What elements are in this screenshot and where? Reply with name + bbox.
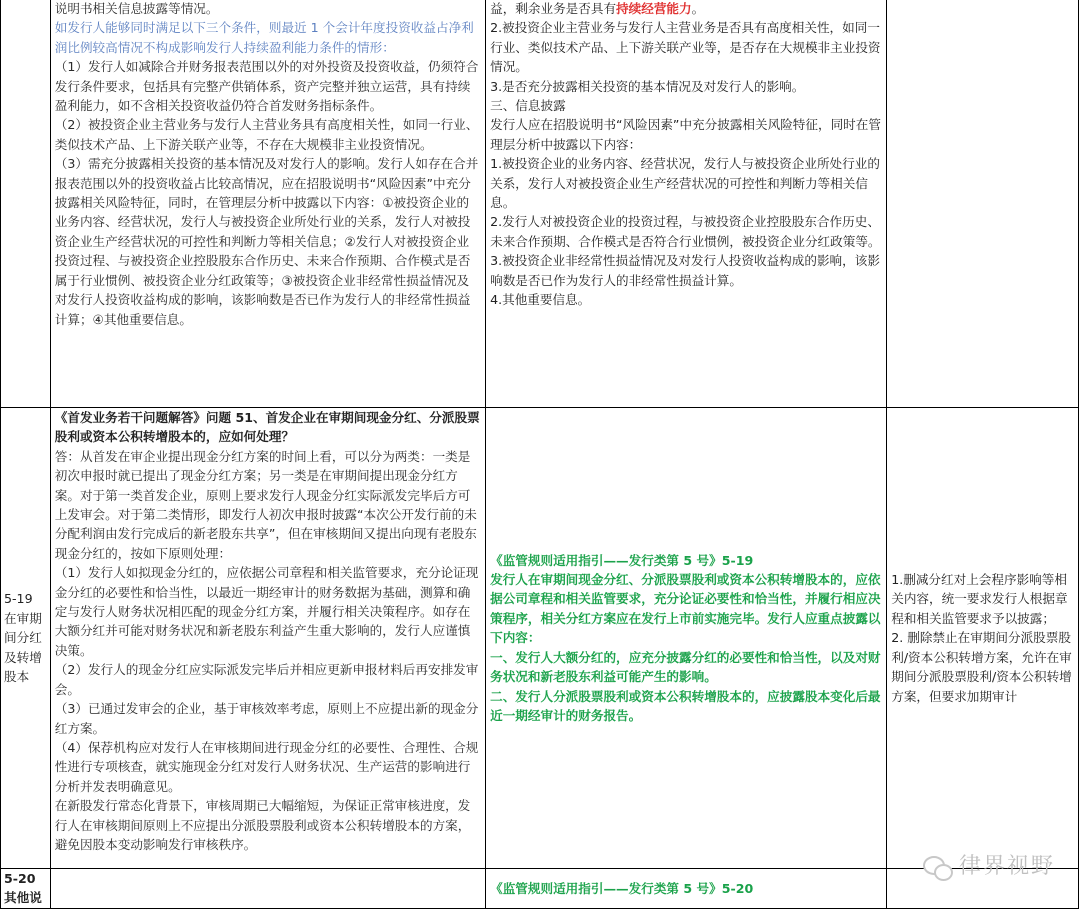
paragraph: 《监管规则适用指引——发行类第 5 号》5-19 bbox=[490, 552, 754, 568]
paragraph: （4）保荐机构应对发行人在审核期间进行现金分红的必要性、合理性、合规性进行专项核查，就实施现金分红对发行人财务状况、生产运营的影响进行分析并发表明确意见。 bbox=[54, 739, 479, 794]
wechat-icon bbox=[923, 855, 953, 879]
paragraph: （3）已通过发审会的企业，基于审核效率考虑，原则上不应提出新的现金分红方案。 bbox=[54, 701, 479, 736]
paragraph: （3）需充分披露相关投资的基本情况及对发行人的影响。发行人如存在合并报表范围以外的投资收益占比较高情况，应在招股说明书“风险因素”中充分披露相关风险特征，同时，在管理层分析中披露以下内容：①被投资企业的业务内容、经营状况，发行人与被投资企业所处行业的关系，发行人对被投资企业生产经营状况的可控性和判断力等相关信息；②发行人对被投资企业投资过程、与被投资企业控股股东合作历史、未来合作预期、合作模式是否属于行业惯例、被投资企业分红政策等；③被投资企业非经常性损益情况及对发行人投资收益构成的影响，该影响数是否已作为发行人的非经常性损益计算；④其他重要信息。 bbox=[54, 156, 479, 327]
paragraph: 1.删减分红对上会程序影响等相关内容，统一要求发行人根据章程和相关监管要求予以披露； bbox=[891, 572, 1068, 626]
old-rule-cell bbox=[50, 408, 485, 869]
old-rule-cell bbox=[50, 869, 485, 909]
row-label: 其他说 bbox=[4, 890, 42, 906]
paragraph: 如发行人能够同时满足以下三个条件，则最近 1 个会计年度投资收益占净利润比例较高情况不构成影响发行人持续盈利能力条件的情形： bbox=[54, 20, 474, 55]
paragraph: （1）发行人如减除合并财务报表范围以外的对外投资及投资收益，仍须符合发行条件要求，包括具有完整产供销体系，资产完整并独立运营，具有持续盈利能力，如不含相关投资收益仍符合首发财务指标条件。 bbox=[54, 59, 479, 114]
paragraph: （2）发行人的现金分红应实际派发完毕后并相应更新申报材料后再安排发审会。 bbox=[54, 662, 479, 697]
paragraph: 发行人应在招股说明书“风险因素”中充分披露相关风险特征，同时在管理层分析中披露以下内容： bbox=[490, 117, 881, 152]
watermark bbox=[923, 855, 1055, 879]
paragraph: 二、发行人分派股票股利或资本公积转增股本的，应披露股本变化后最近一期经审计的财务报告。 bbox=[490, 688, 881, 723]
question-heading: 《首发业务若干问题解答》问题 51、首发企业在审期间现金分红、分派股票股利或资本公积转增股本的，应如何处理？ bbox=[54, 410, 480, 445]
table-row bbox=[1, 0, 1079, 408]
new-rule-cell bbox=[486, 408, 887, 869]
text-span: 益，剩余业务是否具有 bbox=[490, 1, 617, 16]
paragraph: 在新股发行常态化背景下，审核周期已大幅缩短，为保证正常审核进度，发行人在审核期间原则上不应提出分派股票股利或资本公积转增股本的方案，避免因股本变动影响发行审核秩序。 bbox=[54, 798, 471, 852]
highlight-text: 持续经营能力 bbox=[616, 1, 692, 16]
new-rule-cell bbox=[486, 869, 887, 909]
row-label-cell bbox=[1, 869, 51, 909]
row-label-cell bbox=[1, 408, 51, 869]
row-label: 5-19 在审期间分红及转增股本 bbox=[4, 591, 42, 685]
paragraph: 3.是否充分披露相关投资的基本情况及对发行人的影响。 bbox=[490, 78, 805, 94]
paragraph: 1.被投资企业的业务内容、经营状况，发行人与被投资企业所处行业的关系，发行人对被投资企业生产经营状况的可控性和判断力等相关信息。 bbox=[490, 156, 880, 211]
paragraph: （1）发行人如拟现金分红的，应依据公司章程和相关监管要求，充分论证现金分红的必要性和恰当性，以最近一期经审计的财务数据为基础，测算和确定与发行人财务状况相匹配的现金分红方案，并履行相关决策程序。如存在大额分红并可能对财务状况和新老股东利益产生重大影响的，发行人应谨慎决策。 bbox=[54, 565, 479, 658]
paragraph: （2）被投资企业主营业务与发行人主营业务具有高度相关性，如同一行业、类似技术产品、上下游关联产业等，不存在大规模非主业投资情况。 bbox=[54, 117, 479, 152]
paragraph: 答：从首发在审企业提出现金分红方案的时间上看，可以分为两类：一类是初次申报时就已提出了现金分红方案；另一类是在审期间提出现金分红方案。对于第一类首发企业，原则上要求发行人现金分红实际派发完毕后方可上发审会。对于第二类情形，即发行人初次申报时披露“本次公开发行前的未分配利润由发行完成后的新老股东共享”，但在审核期间又提出向现有老股东现金分红的，按如下原则处理： bbox=[54, 448, 477, 561]
old-rule-cell bbox=[50, 0, 485, 408]
watermark-text: 律界视野 bbox=[958, 854, 1055, 880]
paragraph: 发行人在审期间现金分红、分派股票股利或资本公积转增股本的，应依据公司章程和相关监管要求，充分论证必要性和恰当性，并履行相应决策程序，相关分红方案应在发行上市前实施完毕。发行人应重点披露以下内容： bbox=[490, 572, 881, 646]
paragraph: 2.被投资企业主营业务与发行人主营业务是否具有高度相关性，如同一行业、类似技术产品、上下游关联产业等，是否存在大规模非主业投资情况。 bbox=[490, 20, 881, 75]
paragraph bbox=[490, 0, 882, 18]
table-row bbox=[1, 869, 1079, 909]
row-label-cell bbox=[1, 0, 51, 408]
table-row bbox=[1, 408, 1079, 869]
new-rule-cell bbox=[486, 0, 887, 408]
paragraph: 一、发行人大额分红的，应充分披露分红的必要性和恰当性，以及对财务状况和新老股东利益可能产生的影响。 bbox=[490, 649, 881, 685]
paragraph: 2. 删除禁止在审期间分派股票股利/资本公积转增方案，允许在审期间分派股票股利/资本公积转增方案，但要求加期审计 bbox=[891, 630, 1072, 704]
text-span: 。 bbox=[691, 1, 705, 16]
paragraph: 说明书相关信息披露等情况。 bbox=[54, 1, 219, 16]
paragraph: 4.其他重要信息。 bbox=[490, 292, 591, 308]
row-label: 5-20 bbox=[4, 871, 36, 886]
change-note-cell bbox=[887, 0, 1079, 408]
paragraph: 3.被投资企业非经常性损益情况及对发行人投资收益构成的影响，该影响数是否已作为发行人的非经常性损益计算。 bbox=[490, 253, 880, 288]
paragraph: 三、信息披露 bbox=[490, 98, 566, 114]
paragraph: 2.发行人对被投资企业的投资过程，与被投资企业控股股东合作历史、未来合作预期、合作模式是否符合行业惯例，被投资企业分红政策等。 bbox=[490, 214, 881, 249]
change-note-cell bbox=[887, 408, 1079, 869]
paragraph: 《监管规则适用指引——发行类第 5 号》5-20 bbox=[490, 880, 754, 896]
